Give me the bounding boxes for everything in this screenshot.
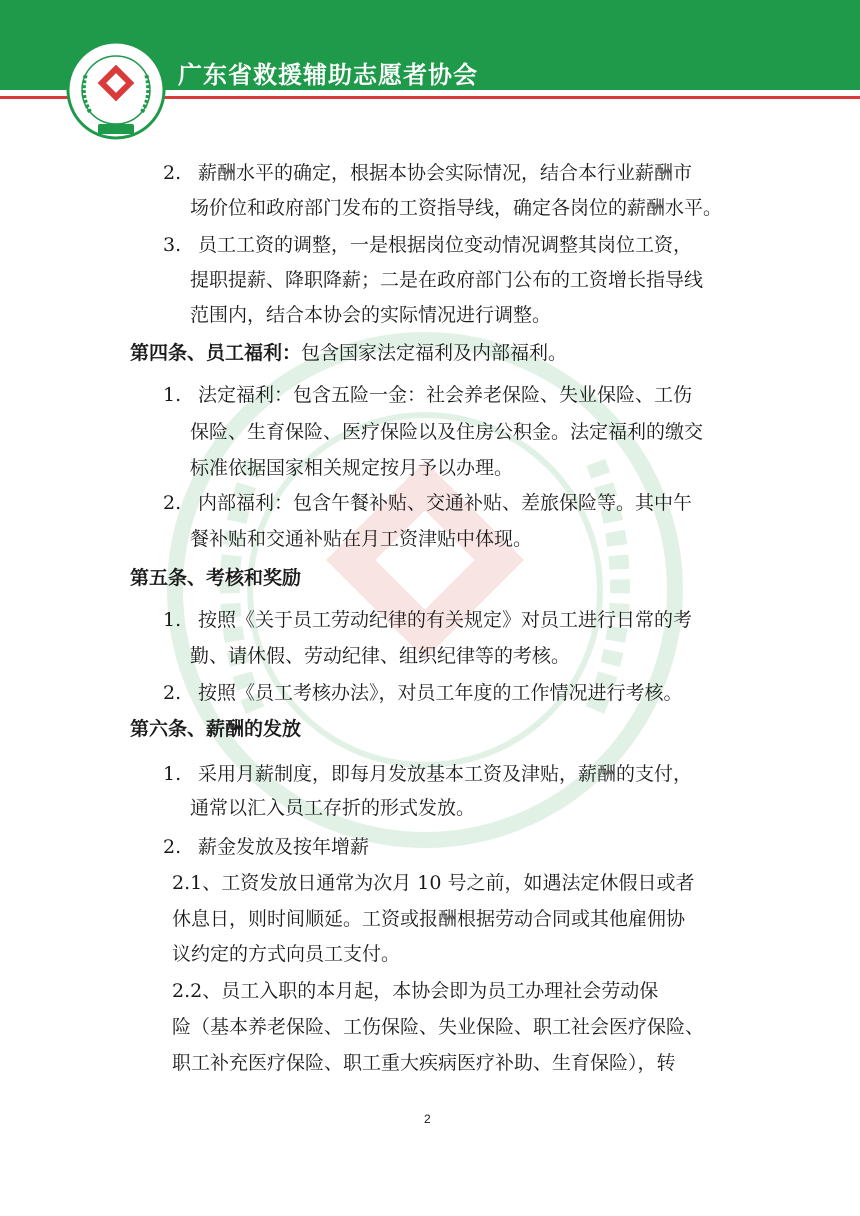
list-number: 2.: [163, 682, 182, 704]
paragraph-line: 职工补充医疗保险、职工重大疾病医疗补助、生育保险），转: [172, 1052, 676, 1074]
list-number: 3.: [163, 234, 182, 256]
paragraph-line: 法定福利：包含五险一金：社会养老保险、失业保险、工伤: [198, 384, 693, 406]
paragraph-line: 员工工资的调整，一是根据岗位变动情况调整其岗位工资，: [198, 234, 693, 256]
paragraph-line: 勤、请休假、劳动纪律、组织纪律等的考核。: [190, 645, 571, 667]
paragraph-line: 议约定的方式向员工支付。: [172, 943, 401, 965]
paragraph-line: 薪金发放及按年增薪: [198, 836, 370, 858]
paragraph-line: 采用月薪制度，即每月发放基本工资及津贴，薪酬的支付，: [198, 763, 693, 785]
paragraph-line: 范围内，结合本协会的实际情况进行调整。: [190, 304, 552, 326]
list-number: 2.: [163, 836, 182, 858]
paragraph-line: 休息日，则时间顺延。工资或报酬根据劳动合同或其他雇佣协: [172, 908, 686, 930]
paragraph-line: 薪酬水平的确定，根据本协会实际情况，结合本行业薪酬市: [198, 162, 693, 184]
paragraph-line: 通常以汇入员工存折的形式发放。: [190, 797, 476, 819]
paragraph-line: 2.2、员工入职的本月起，本协会即为员工办理社会劳动保: [172, 980, 659, 1002]
list-number: 1.: [163, 384, 182, 406]
paragraph-line: 保险、生育保险、医疗保险以及住房公积金。法定福利的缴交: [190, 421, 704, 443]
article-5-heading: 第五条、考核和奖励: [130, 567, 302, 589]
list-number: 2.: [163, 162, 182, 184]
paragraph-line: 险（基本养老保险、工伤保险、失业保险、职工社会医疗保险、: [172, 1016, 705, 1038]
paragraph-line: 2.1、工资发放日通常为次月 10 号之前，如遇法定休假日或者: [172, 872, 695, 894]
article-6-heading: 第六条、薪酬的发放: [130, 718, 302, 740]
article-intro: 包含国家法定福利及内部福利。: [301, 342, 568, 364]
paragraph-line: 餐补贴和交通补贴在月工资津贴中体现。: [190, 528, 533, 550]
article-title: 第四条、员工福利：: [130, 342, 302, 364]
paragraph-line: 按照《员工考核办法》，对员工年度的工作情况进行考核。: [198, 682, 683, 704]
list-number: 1.: [163, 763, 182, 785]
paragraph-line: 标准依据国家相关规定按月予以办理。: [190, 457, 514, 479]
article-4-heading: [130, 340, 567, 366]
list-number: 1.: [163, 609, 182, 631]
page-number: 2: [424, 1112, 431, 1126]
paragraph-line: 内部福利：包含午餐补贴、交通补贴、差旅保险等。其中午: [198, 492, 693, 514]
organization-name: 广东省救援辅助志愿者协会: [178, 61, 478, 89]
paragraph-line: 按照《关于员工劳动纪律的有关规定》对员工进行日常的考: [198, 609, 693, 631]
paragraph-line: 提职提薪、降职降薪；二是在政府部门公布的工资增长指导线: [190, 269, 704, 291]
paragraph-line: 场价位和政府部门发布的工资指导线，确定各岗位的薪酬水平。: [190, 197, 723, 219]
list-number: 2.: [163, 492, 182, 514]
